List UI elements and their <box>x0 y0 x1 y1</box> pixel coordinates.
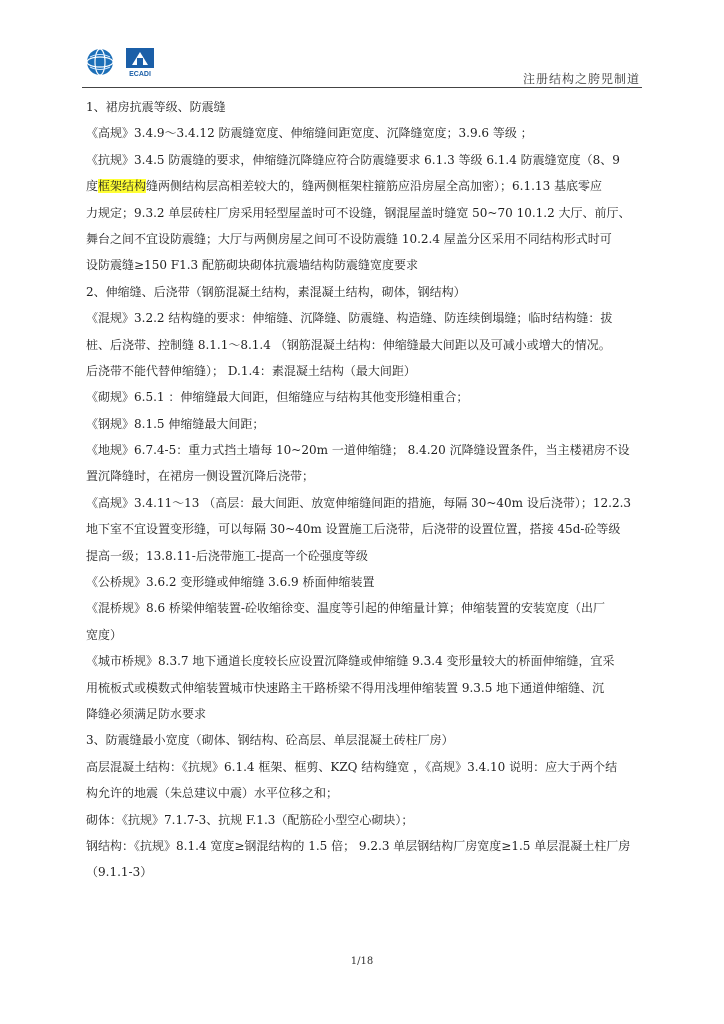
section-heading: 1、裙房抗震等级、防震缝 <box>86 100 226 114</box>
section-heading: 2、伸缩缝、后浇带（钢筋混凝土结构，素混凝土结构，砌体，钢结构） <box>86 284 466 299</box>
globe-logo-icon <box>86 48 114 76</box>
text-line: 构允许的地震（朱总建议中震）水平位移之和； <box>86 786 339 801</box>
text-line: 用梳板式或模数式伸缩装置城市快速路主干路桥梁不得用浅埋伸缩装置 9.3.5 地下通道伸缩缝、沉 <box>86 680 605 695</box>
text-fragment: 缝两侧结构层高相差较大的，缝两侧框架柱箍筋应沿房屋全高加密）；6.1.13 基底零应 <box>146 179 603 194</box>
text-line: 桩、后浇带、控制缝 8.1.1～8.1.4 （钢筋混凝土结构：伸缩缝最大间距以及可减小或增大的情况。 <box>86 337 611 352</box>
text-line: （9.1.1-3） <box>86 865 153 880</box>
header-title: 注册结构之胯兕制道 <box>522 72 640 86</box>
text-line: 置沉降缝时，在裙房一侧设置沉降后浇带； <box>86 469 315 484</box>
text-line: 力规定；9.3.2 单层砖柱厂房采用轻型屋盖时可不设缝，钢混屋盖时缝宽 50~70 10.1.2 大厅、前厅、 <box>86 205 631 220</box>
highlighted-text: 框架结构 <box>98 179 147 194</box>
text-line: 高层混凝土结构：《抗规》6.1.4 框架、框剪、KZQ 结构缝宽 ，《高规》3.4.10 说明：应大于两个结 <box>86 759 618 774</box>
text-line: 舞台之间不宜设防震缝；大厅与两侧房屋之间可不设防震缝 10.2.4 屋盖分区采用不同结构形式时可 <box>86 231 612 246</box>
text-line: 《公桥规》3.6.2 变形缝或伸缩缝 3.6.9 桥面伸缩装置 <box>86 575 375 590</box>
text-fragment: 度 <box>86 179 99 194</box>
ecadi-logo-icon <box>120 46 160 78</box>
text-line: 设防震缝≥150 F1.3 配筋砌块砌体抗震墙结构防震缝宽度要求 <box>86 258 419 273</box>
page-header <box>82 42 642 88</box>
text-line: 砌体：《抗规》7.1.7-3、抗规 F.1.3（配筋砼小型空心砌块）； <box>86 812 414 827</box>
svg-text:ECADI: ECADI <box>129 71 151 78</box>
text-line: 《砌规》6.5.1 ：伸缩缝最大间距，但缩缝应与结构其他变形缝相重合； <box>86 390 469 405</box>
text-line <box>86 173 642 199</box>
text-line: 宽度） <box>86 627 123 642</box>
text-line: 《混规》3.2.2 结构缝的要求：伸缩缝、沉降缝、防震缝、构造缝、防连续倒塌缝；临时结构缝：拔 <box>86 311 613 326</box>
text-line: 《城市桥规》8.3.7 地下通道长度较长应设置沉降缝或伸缩缝 9.3.4 变形量较大的桥面伸缩缝，宜采 <box>86 654 615 669</box>
text-line: 《抗规》3.4.5 防震缝的要求，伸缩缝沉降缝应符合防震缝要求 6.1.3 等级 6.1.4 防震缝宽度（8、9 <box>86 152 620 167</box>
header-divider <box>82 87 642 88</box>
text-line: 《混桥规》8.6 桥梁伸缩装置-砼收缩徐变、温度等引起的伸缩量计算；伸缩装置的安装宽度（出厂 <box>86 601 605 616</box>
text-line: 《高规》3.4.9～3.4.12 防震缝宽度、伸缩缝间距宽度、沉降缝宽度；3.9.6 等级 ； <box>86 126 533 141</box>
text-line: 后浇带不能代替伸缩缝）； D.1.4：素混凝土结构（最大间距） <box>86 363 416 378</box>
text-line: 提高一级；13.8.11-后浇带施工-提高一个砼强度等级 <box>86 548 368 563</box>
ecadi-logo <box>120 46 160 78</box>
text-line: 降缝必须满足防水要求 <box>86 706 207 721</box>
document-body <box>86 94 642 886</box>
section-heading: 3、防震缝最小宽度（砌体、钢结构、砼高层、单层混凝土砖柱厂房） <box>86 733 454 748</box>
text-line: 钢结构：《抗规》8.1.4 宽度≥钢混结构的 1.5 倍； 9.2.3 单层钢结构厂房宽度≥1.5 单层混凝土柱厂房 <box>86 838 631 853</box>
text-line: 《地规》6.7.4-5：重力式挡土墙每 10~20m 一道伸缩缝； 8.4.20 沉降缝设置条件，当主楼裙房不设 <box>86 443 630 458</box>
page-number: 1/18 <box>350 956 374 967</box>
text-line: 地下室不宜设置变形缝，可以每隔 30~40m 设置施工后浇带，后浇带的设置位置，搭接 45d-砼等级 <box>86 522 621 537</box>
text-line: 《高规》3.4.11～13 （高层：最大间距、放宽伸缩缝间距的措施，每隔 30~40m 设后浇带）；12.2.3 <box>86 495 632 510</box>
text-line: 《钢规》8.1.5 伸缩缝最大间距； <box>86 416 265 431</box>
